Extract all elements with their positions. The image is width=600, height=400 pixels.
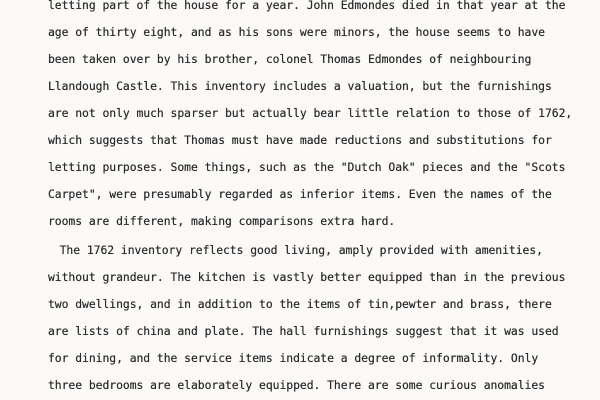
text-line-13: are lists of china and plate. The hall furnishings suggest that it was used (48, 324, 559, 338)
text-line-6: which suggests that Thomas must have made reductions and substitutions for (48, 133, 552, 147)
text-line-12: two dwellings, and in addition to the items of tin,pewter and brass, there (48, 297, 552, 311)
text-line-10: The 1762 inventory reflects good living, amply provided with amenities, (46, 243, 543, 257)
text-line-3: been taken over by his brother, colonel Thomas Edmondes of neighbouring (48, 52, 532, 66)
text-line-11: without grandeur. The kitchen is vastly better equipped than in the previous (48, 270, 566, 284)
text-line-5: are not only much sparser but actually bear little relation to those of 1762, (48, 106, 573, 120)
text-line-15: three bedrooms are elaborately equipped. There are some curious anomalies (48, 378, 545, 392)
text-line-7: letting purposes. Some things, such as the "Dutch Oak" pieces and the "Scots (48, 160, 566, 174)
text-line-1: letting part of the house for a year. John Edmondes died in that year at the (48, 0, 566, 12)
text-line-14: for dining, and the service items indicate a degree of informality. Only (48, 351, 539, 365)
text-line-8: Carpet", were presumably regarded as inferior items. Even the names of the (48, 187, 552, 201)
text-line-2: age of thirty eight, and as his sons were minors, the house seems to have (48, 25, 545, 39)
text-line-4: Llandough Castle. This inventory includes a valuation, but the furnishings (48, 79, 552, 93)
text-line-9: rooms are different, making comparisons extra hard. (48, 214, 396, 228)
